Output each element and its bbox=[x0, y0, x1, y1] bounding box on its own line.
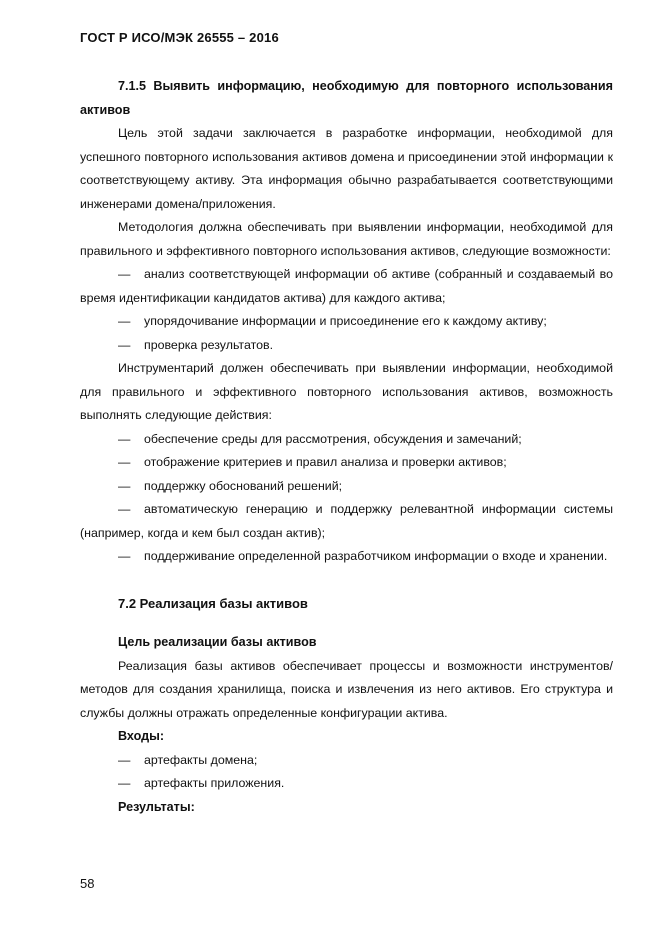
section-7-2-heading: 7.2 Реализация базы активов bbox=[118, 595, 308, 611]
list-item bbox=[80, 310, 613, 334]
dash-marker: — bbox=[118, 776, 131, 790]
list-item bbox=[80, 749, 613, 773]
dash-marker: — bbox=[118, 752, 131, 767]
section-spacer bbox=[80, 569, 613, 592]
section-7-1-5-heading: 7.1.5 Выявить информацию, необходимую для повторного использования активов bbox=[80, 79, 613, 117]
list-item bbox=[80, 475, 613, 499]
list-item-text: анализ соответствующей информации об активе (собранный и создаваемый во время идентификации кандидатов актива) для каждого актива; bbox=[80, 267, 613, 305]
paragraph: Инструментарий должен обеспечивать при выявлении информации, необходимой для правильного и эффективного повторного использования активов, возможность выполнять следующие действия: bbox=[80, 361, 613, 422]
paragraph: Методология должна обеспечивать при выявлении информации, необходимой для правильного и эффективного повторного использования активов, следующие возможности: bbox=[80, 220, 613, 258]
dash-marker: — bbox=[118, 478, 131, 493]
dash-marker: — bbox=[118, 455, 131, 469]
list-item-text: автоматическую генерацию и поддержку релевантной информации системы (например, когда и кем был создан актив); bbox=[80, 502, 613, 540]
list-item-text: отображение критериев и правил анализа и проверки активов; bbox=[144, 455, 507, 469]
results-label: Результаты: bbox=[118, 799, 195, 814]
dash-marker: — bbox=[118, 549, 131, 563]
list-item-text: поддержку обоснований решений; bbox=[144, 478, 343, 493]
inputs-label: Входы: bbox=[118, 729, 165, 743]
list-item bbox=[80, 498, 613, 545]
dash-marker: — bbox=[118, 267, 131, 281]
list-item-text: обеспечение среды для рассмотрения, обсуждения и замечаний; bbox=[144, 431, 522, 446]
paragraph: Реализация базы активов обеспечивает процессы и возможности инструментов/методов для создания хранилища, поиска и извлечения из него активов. Его структура и службы должны отражать определенные конфигурации актива. bbox=[80, 658, 613, 720]
goal-heading: Цель реализации базы активов bbox=[118, 635, 317, 649]
section-spacer bbox=[80, 615, 613, 631]
list-item-text: артефакты приложения. bbox=[144, 776, 285, 790]
dash-marker: — bbox=[118, 502, 131, 516]
page-content bbox=[80, 75, 613, 819]
list-item-text: упорядочивание информации и присоединение его к каждому активу; bbox=[144, 314, 547, 328]
list-item bbox=[80, 772, 613, 796]
list-item bbox=[80, 428, 613, 452]
list-item bbox=[80, 334, 613, 358]
dash-marker: — bbox=[118, 314, 131, 328]
list-item bbox=[80, 451, 613, 475]
page-number: 58 bbox=[80, 876, 95, 891]
list-item-text: проверка результатов. bbox=[144, 337, 274, 352]
document-header: ГОСТ Р ИСО/МЭК 26555 – 2016 bbox=[80, 30, 279, 45]
paragraph: Цель этой задачи заключается в разработке информации, необходимой для успешного повторного использования активов домена и присоединении этой информации к соответствующему активу. Эта информация обычно разрабатывается соответствующими инженерами домена/приложения. bbox=[80, 126, 613, 211]
list-item-text: артефакты домена; bbox=[144, 752, 258, 767]
list-item bbox=[80, 263, 613, 310]
list-item bbox=[80, 545, 613, 569]
list-item-text: поддерживание определенной разработчиком информации о входе и хранении. bbox=[144, 549, 608, 563]
dash-marker: — bbox=[118, 337, 131, 352]
dash-marker: — bbox=[118, 431, 131, 446]
